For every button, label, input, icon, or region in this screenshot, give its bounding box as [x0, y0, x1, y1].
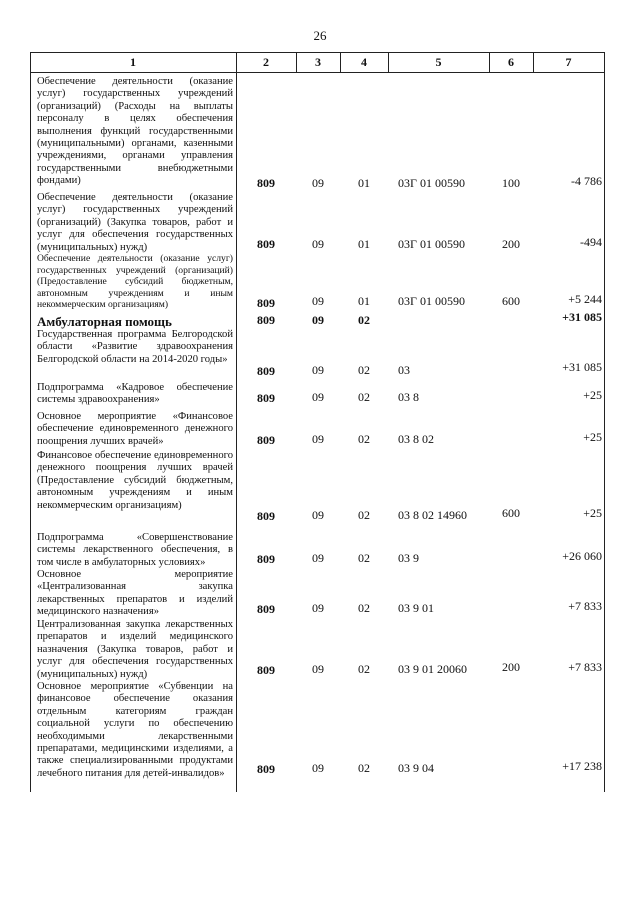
- row-code: 809: [257, 663, 275, 677]
- row-sum: +31 085: [562, 310, 602, 324]
- row-section: 09: [312, 662, 324, 676]
- row-subsection: 02: [358, 432, 370, 446]
- header-col-1: 1: [130, 55, 136, 69]
- row-subsection: 02: [358, 761, 370, 775]
- row-code: 809: [257, 296, 275, 310]
- row-code: 809: [257, 509, 275, 523]
- row-description: Централизованная закупка лекарственных препаратов и изделий медицинского назначения (Закупка товаров, работ и услуг для обеспечения государственных (муниципальных) нужд): [37, 619, 233, 680]
- row-description: Обеспечение деятельности (оказание услуг) государственных учреждений (организаций) (Закупка товаров, работ и услуг для обеспечения государственных (муниципальных) нужд): [37, 192, 233, 253]
- row-section: 09: [312, 761, 324, 775]
- row-code: 809: [257, 391, 275, 405]
- section-heading: Амбулаторная помощь: [37, 314, 172, 329]
- row-subsection: 02: [358, 662, 370, 676]
- row-expense-type: 600: [502, 294, 520, 308]
- header-col-6: 6: [508, 55, 514, 69]
- row-section: 09: [312, 601, 324, 615]
- row-code: 809: [257, 364, 275, 378]
- row-section: 09: [312, 432, 324, 446]
- row-subsection: 01: [358, 237, 370, 251]
- row-sum: +7 833: [568, 599, 602, 613]
- row-description: Основное мероприятие «Субвенции на финансовое обеспечение оказания отдельным категориям граждан социальной услуги по обеспечению необходимыми лекарственными препаратами, медицинскими изделиями, а также специализированными продуктами лечебного питания для детей-инвалидов»: [37, 681, 233, 779]
- row-sum: +25: [583, 430, 602, 444]
- row-sum: +26 060: [562, 549, 602, 563]
- row-expense-type: 200: [502, 660, 520, 674]
- row-subsection: 02: [358, 390, 370, 404]
- row-section: 09: [312, 176, 324, 190]
- row-code: 809: [257, 313, 275, 327]
- row-sum: -494: [580, 235, 602, 249]
- row-code: 809: [257, 602, 275, 616]
- row-target-article: 03 8 02 14960: [398, 508, 467, 522]
- row-sum: +31 085: [562, 360, 602, 374]
- row-code: 809: [257, 552, 275, 566]
- row-subsection: 02: [358, 508, 370, 522]
- row-description: Основное мероприятие «Финансовое обеспечение единовременного денежного поощрения лучших врачей»: [37, 411, 233, 447]
- row-description: Подпрограмма «Совершенствование системы лекарственного обеспечения, в том числе в амбулаторных условиях»: [37, 532, 233, 568]
- row-subsection: 02: [358, 363, 370, 377]
- row-subsection: 02: [358, 551, 370, 565]
- row-section: 09: [312, 508, 324, 522]
- row-section: 09: [312, 313, 324, 327]
- page-number: 26: [313, 28, 327, 43]
- row-section: 09: [312, 390, 324, 404]
- header-col-5: 5: [435, 55, 442, 69]
- row-target-article: 03 9 01 20060: [398, 662, 467, 676]
- row-target-article: 03: [398, 363, 410, 377]
- row-section: 09: [312, 237, 324, 251]
- row-subsection: 01: [358, 176, 370, 190]
- row-expense-type: 600: [502, 506, 520, 520]
- row-section: 09: [312, 551, 324, 565]
- row-description: Основное мероприятие «Централизованная закупка лекарственных препаратов и изделий медицинского назначения»: [37, 569, 233, 618]
- row-sum: +25: [583, 388, 602, 402]
- row-target-article: 03 8: [398, 390, 419, 404]
- row-code: 809: [257, 237, 275, 251]
- row-description: Государственная программа Белгородской области «Развитие здравоохранения Белгородской области на 2014-2020 годы»: [37, 329, 233, 365]
- row-section: 09: [312, 294, 324, 308]
- row-expense-type: 200: [502, 237, 520, 251]
- row-description: Подпрограмма «Кадровое обеспечение системы здравоохранения»: [37, 382, 233, 406]
- row-target-article: 03 9 01: [398, 601, 434, 615]
- row-code: 809: [257, 176, 275, 190]
- row-description: Финансовое обеспечение единовременного денежного поощрения лучших врачей (Предоставление субсидий бюджетным, автономным учреждениям и иным некоммерческим организациям): [37, 450, 233, 511]
- row-sum: +25: [583, 506, 602, 520]
- row-sum: +5 244: [568, 292, 602, 306]
- header-col-4: 4: [361, 55, 367, 69]
- row-sum: +7 833: [568, 660, 602, 674]
- row-code: 809: [257, 762, 275, 776]
- row-target-article: 03 8 02: [398, 432, 434, 446]
- row-description: Обеспечение деятельности (оказание услуг) государственных учреждений (организаций) (Расходы на выплаты персоналу в целях обеспечения выполнения функций государственными (муниципальными) органами, казенными учреждениями, органами управления государственными внебюджетными фондами): [37, 76, 233, 187]
- row-target-article: 03Г 01 00590: [398, 294, 465, 308]
- header-col-2: 2: [263, 55, 269, 69]
- row-code: 809: [257, 433, 275, 447]
- row-section: 09: [312, 363, 324, 377]
- row-target-article: 03 9: [398, 551, 419, 565]
- header-col-3: 3: [315, 55, 321, 69]
- row-sum: +17 238: [562, 759, 602, 773]
- header-col-7: 7: [565, 55, 572, 69]
- row-expense-type: 100: [502, 176, 520, 190]
- row-subsection: 02: [358, 313, 370, 327]
- row-subsection: 02: [358, 601, 370, 615]
- row-target-article: 03 9 04: [398, 761, 434, 775]
- row-target-article: 03Г 01 00590: [398, 237, 465, 251]
- row-subsection: 01: [358, 294, 370, 308]
- row-target-article: 03Г 01 00590: [398, 176, 465, 190]
- row-sum: -4 786: [571, 174, 602, 188]
- row-description: Обеспечение деятельности (оказание услуг) государственных учреждений (организаций) (Предоставление субсидий бюджетным, автономным учреждениям и иным некоммерческим организациям): [37, 253, 233, 311]
